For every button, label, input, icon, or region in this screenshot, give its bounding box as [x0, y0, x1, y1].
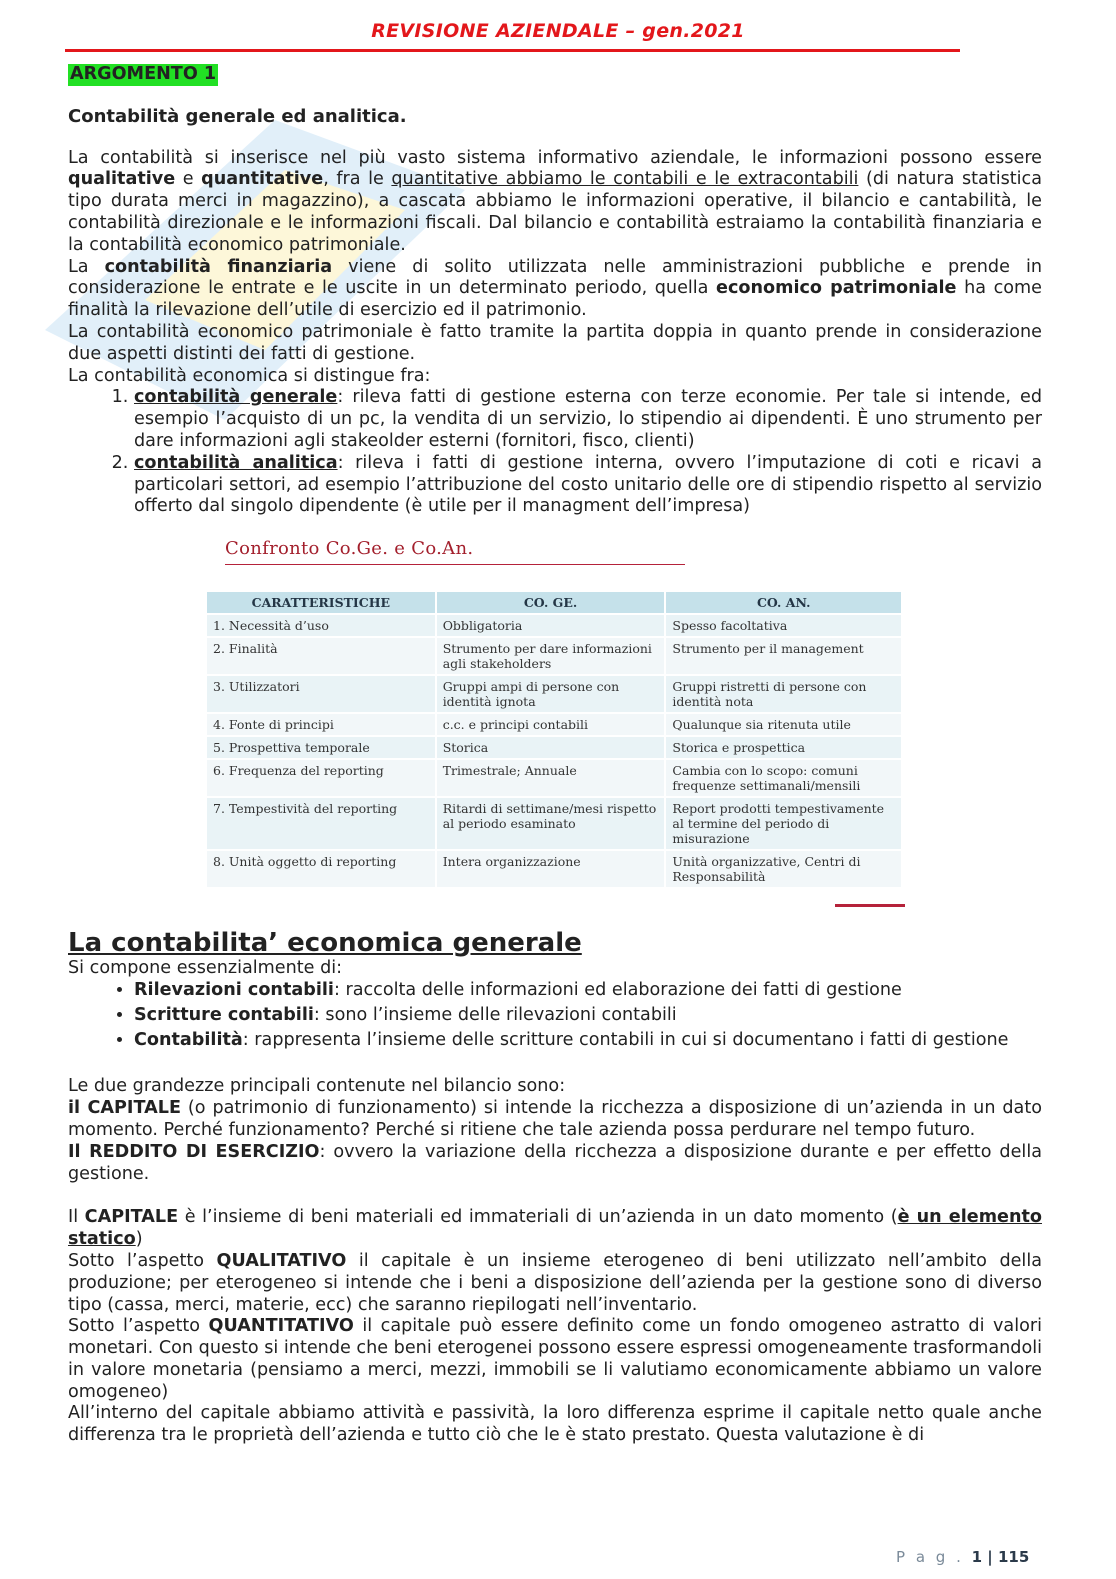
comparison-figure [205, 532, 905, 908]
paragraph: All’interno del capitale abbiamo attività e passività, la loro differenza esprime il capitale netto quale anche differenza tra le proprietà dell’azienda e tutto ciò che le è stato prestato. Questa valutazione è di [68, 1403, 1042, 1446]
paragraph: Il REDDITO DI ESERCIZIO: ovvero la variazione della ricchezza a disposizione durante e per effetto della gestione. [68, 1141, 1042, 1184]
table-row: 3. Utilizzatori Gruppi ampi di persone con identità ignota Gruppi ristretti di persone con identità nota [207, 676, 901, 712]
intro-paragraph-2: La contabilità finanziaria viene di solito utilizzata nelle amministrazioni pubbliche e prende in considerazione le entrate e le uscite in un determinato periodo, quella economico patrimoniale ha come finalità la rilevazione dell’utile di esercizio ed il patrimonio. [68, 256, 1042, 321]
paragraph: Il CAPITALE è l’insieme di beni materiali ed immateriali di un’azienda in un dato momento (è un elemento statico) [68, 1207, 1042, 1250]
table-row: 1. Necessità d’uso Obbligatoria Spesso facoltativa [207, 615, 901, 636]
paragraph: il CAPITALE (o patrimonio di funzionamento) si intende la ricchezza a disposizione di un’azienda in un dato momento. Perché funzionamento? Perché si ritiene che tale azienda possa perdurare nel tempo futuro. [68, 1098, 1042, 1140]
table-row: 4. Fonte di principi c.c. e principi contabili Qualunque sia ritenuta utile [207, 714, 901, 735]
table-row: 8. Unità oggetto di reporting Intera organizzazione Unità organizzative, Centri di Responsabilità [207, 851, 901, 887]
bullet-list [68, 980, 1042, 1051]
figure-title-rule [225, 564, 685, 565]
column-header: CO. GE. [437, 592, 665, 613]
list-item: • Rilevazioni contabili: raccolta delle informazioni ed elaborazione dei fatti di gestione [134, 980, 1042, 1002]
page-header: REVISIONE AZIENDALE – gen.2021 [371, 20, 745, 42]
page-footer [896, 1548, 1029, 1566]
list-item: 1. contabilità generale: rileva fatti di gestione esterna con terze economie. Per tale si intende, ed esempio l’acquisto di un pc, la vendita di un servizio, lo stipendio ai dipendenti. È uno strumento per dare informazioni agli stakeolder esterni (fornitori, fisco, clienti) [134, 387, 1042, 452]
table-row: 2. Finalità Strumento per dare informazioni agli stakeholders Strumento per il management [207, 638, 901, 674]
intro-paragraph-1: La contabilità si inserisce nel più vasto sistema informativo aziendale, le informazioni possono essere qualitative e quantitative, fra le quantitative abbiamo le contabili e le extracontabili (di natura statistica tipo durata merci in magazzino), a cascata abbiamo le informazioni operative, il bilancio e cantabilità, le contabilità direzionale e le informazioni fiscali. Dal bilancio e contabilità estraiamo la contabilità finanziaria e la contabilità economico patrimoniale. [68, 147, 1043, 255]
page-number: 1 | 115 [971, 1548, 1030, 1566]
argomento-label: ARGOMENTO 1 [70, 64, 217, 84]
page-content [68, 64, 1042, 1447]
paragraph: Sotto l’aspetto QUALITATIVO il capitale è un insieme eterogeneo di beni utilizzato nell’ambito della produzione; per eterogeneo si intende che i beni a disposizione dell’azienda per la gestione sono di diverso tipo (cassa, merci, materie, ecc) che saranno riepilogati nell’inventario. [68, 1250, 1042, 1315]
section-lead: Si compone essenzialmente di: [68, 958, 343, 979]
subtitle: Contabilità generale ed analitica. [68, 105, 407, 127]
table-header-row [207, 592, 901, 613]
column-header: CARATTERISTICHE [207, 592, 435, 613]
list-item: • Contabilità: rappresenta l’insieme delle scritture contabili in cui si documentano i fatti di gestione [134, 1030, 1042, 1052]
column-header: CO. AN. [666, 592, 901, 613]
intro-paragraph-3: La contabilità economico patrimoniale è fatto tramite la partita doppia in quanto prende in considerazione due aspetti distinti dei fatti di gestione. [68, 321, 1042, 364]
paragraph: Sotto l’aspetto QUANTITATIVO il capitale può essere definito come un fondo omogeneo astratto di valori monetari. Con questo si intende che beni eterogenei possono essere espressi omogeneamente trasformandoli in valore monetaria (pensiamo a merci, mezzi, immobili se li valutiamo economicamente abbiamo un valore omogeneo) [68, 1316, 1042, 1402]
paragraph: Le due grandezze principali contenute nel bilancio sono: [68, 1076, 566, 1097]
intro-paragraph-4: La contabilità economica si distingue fra: [68, 365, 431, 386]
header-rule [65, 49, 960, 52]
table-row: 6. Frequenza del reporting Trimestrale; Annuale Cambia con lo scopo: comuni frequenze settimanali/mensili [207, 760, 901, 796]
list-item: • Scritture contabili: sono l’insieme delle rilevazioni contabili [134, 1005, 1042, 1027]
list-item: 2. contabilità analitica: rileva i fatti di gestione interna, ovvero l’imputazione di coti e ricavi a particolari settori, ad esempio l’attribuzione del costo unitario delle ore di stipendio rispetto al servizio offerto dal singolo dipendente (è utile per il managment dell’impresa) [134, 453, 1042, 518]
table-row: 5. Prospettiva temporale Storica Storica e prospettica [207, 737, 901, 758]
section-title: La contabilita’ economica generale [68, 928, 582, 959]
figure-title: Confronto Co.Ge. e Co.An. [225, 538, 474, 560]
page-label: P a g . [896, 1548, 964, 1566]
table-row: 7. Tempestività del reporting Ritardi di settimane/mesi rispetto al periodo esaminato Report prodotti tempestivamente al termine del periodo di misurazione [207, 798, 901, 849]
figure-end-rule [835, 904, 905, 907]
numbered-list [68, 387, 1042, 518]
comparison-table [205, 590, 903, 889]
